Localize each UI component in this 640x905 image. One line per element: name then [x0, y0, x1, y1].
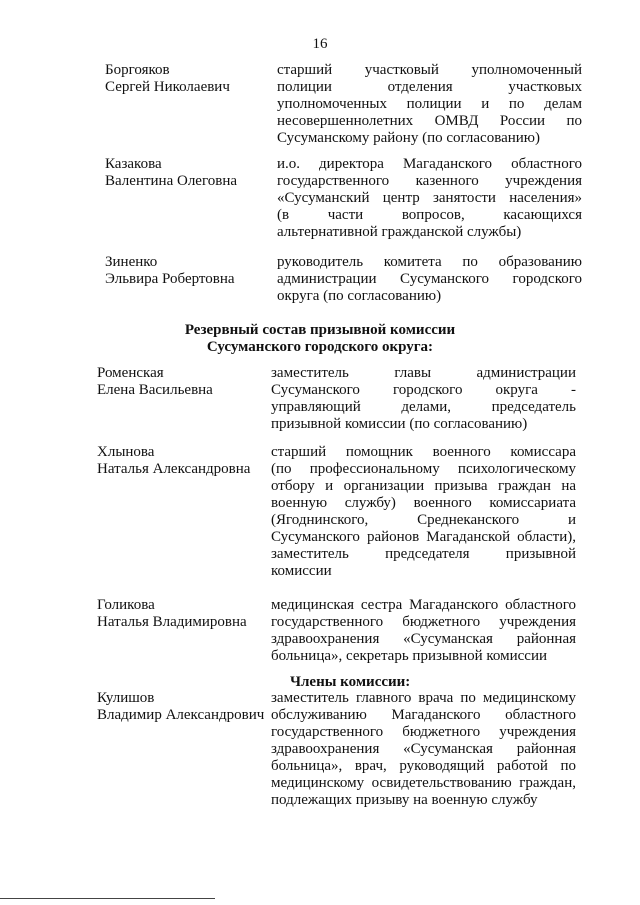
- position-line: больница», врач, руководящий работой по: [271, 758, 576, 774]
- member-surname: Кулишов: [97, 690, 155, 706]
- position-line: Сусуманского районов Магаданской области),: [271, 529, 576, 545]
- heading-line: Сусуманского городского округа:: [206, 339, 434, 355]
- member-position: [277, 62, 582, 147]
- position-line: призывной комиссии (по согласованию): [271, 416, 528, 432]
- position-line: государственного бюджетного учреждения: [271, 614, 576, 630]
- position-line: военную службу) военного комиссариата: [271, 495, 576, 511]
- position-line: (Ягоднинского, Среднеканского и: [271, 512, 576, 528]
- member-given-names: Владимир Александрович: [97, 707, 265, 723]
- position-line: старший участковый уполномоченный: [277, 62, 582, 78]
- heading-line: Резервный состав призывной комиссии: [184, 322, 456, 338]
- position-line: заместитель главного врача по медицинскому: [271, 690, 576, 706]
- position-line: и.о. директора Магаданского областного: [277, 156, 582, 172]
- member-surname: Казакова: [105, 156, 162, 172]
- member-given-names: Наталья Александровна: [97, 461, 251, 477]
- member-position: [277, 254, 582, 305]
- position-line: государственного бюджетного учреждения: [271, 724, 576, 740]
- reserve-composition-heading: [0, 322, 640, 356]
- member-given-names: Елена Васильевна: [97, 382, 213, 398]
- member-position: [271, 597, 576, 665]
- member-surname: Голикова: [97, 597, 155, 613]
- position-line: «Сусуманский центр занятости населения»: [277, 190, 582, 206]
- member-surname: Хлынова: [97, 444, 155, 460]
- members-heading: Члены комиссии:: [290, 674, 411, 690]
- member-surname: Роменская: [97, 365, 164, 381]
- member-surname: Боргояков: [105, 62, 170, 78]
- position-line: уполномоченных полиции и по делам: [277, 96, 582, 112]
- position-line: старший помощник военного комиссара: [271, 444, 576, 460]
- member-given-names: Эльвира Робертовна: [105, 271, 235, 287]
- member-given-names: Валентина Олеговна: [105, 173, 238, 189]
- member-surname: Зиненко: [105, 254, 158, 270]
- member-position: [277, 156, 582, 241]
- member-position: [271, 690, 576, 809]
- position-line: руководитель комитета по образованию: [277, 254, 582, 270]
- footer-rule: [0, 898, 215, 899]
- member-position: [271, 365, 576, 433]
- member-name: [97, 444, 262, 478]
- member-name: [105, 156, 270, 190]
- position-line: (по профессиональному психологическому: [271, 461, 576, 477]
- position-line: Сусуманскому району (по согласованию): [277, 130, 540, 146]
- position-line: здравоохранения «Сусуманская районная: [271, 631, 576, 647]
- position-line: (в части вопросов, касающихся: [277, 207, 582, 223]
- member-name: [105, 62, 270, 96]
- position-line: обслуживанию Магаданского областного: [271, 707, 576, 723]
- member-name: [97, 365, 262, 399]
- position-line: медицинская сестра Магаданского областного: [271, 597, 576, 613]
- member-name: [97, 597, 262, 631]
- position-line: подлежащих призыву на военную службу: [271, 792, 538, 808]
- position-line: комиссии: [271, 563, 332, 579]
- member-name: [97, 690, 265, 724]
- position-line: несовершеннолетних ОМВД России по: [277, 113, 582, 129]
- member-name: [105, 254, 270, 288]
- position-line: полиции отделения участковых: [277, 79, 582, 95]
- page-number: 16: [312, 36, 328, 52]
- position-line: заместитель председателя призывной: [271, 546, 576, 562]
- position-line: округа (по согласованию): [277, 288, 442, 304]
- position-line: Сусуманского городского округа -: [271, 382, 576, 398]
- position-line: государственного казенного учреждения: [277, 173, 582, 189]
- position-line: медицинскому освидетельствованию граждан,: [271, 775, 576, 791]
- member-position: [271, 444, 576, 580]
- position-line: отбору и организации призыва граждан на: [271, 478, 576, 494]
- position-line: администрации Сусуманского городского: [277, 271, 582, 287]
- position-line: управляющий делами, председатель: [271, 399, 576, 415]
- member-given-names: Наталья Владимировна: [97, 614, 247, 630]
- position-line: альтернативной гражданской службы): [277, 224, 522, 240]
- member-given-names: Сергей Николаевич: [105, 79, 230, 95]
- position-line: заместитель главы администрации: [271, 365, 576, 381]
- position-line: здравоохранения «Сусуманская районная: [271, 741, 576, 757]
- position-line: больница», секретарь призывной комиссии: [271, 648, 548, 664]
